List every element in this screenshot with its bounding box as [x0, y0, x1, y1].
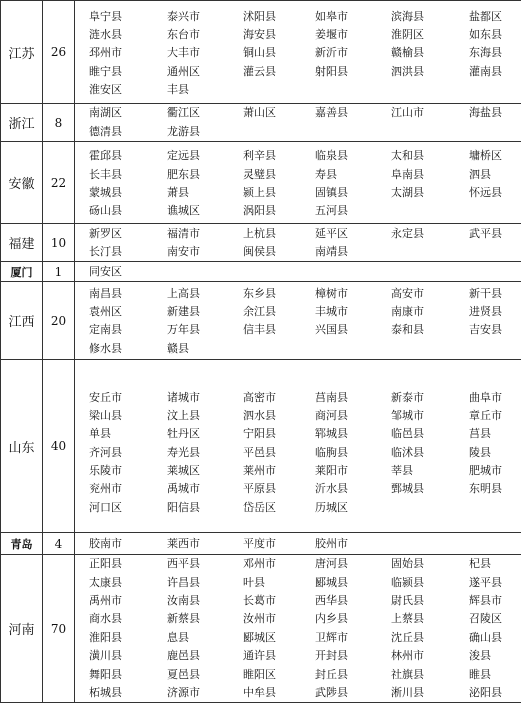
- county-name: 许昌县: [153, 574, 231, 592]
- county-name: 修水县: [75, 340, 153, 358]
- county-name: 尉氏县: [379, 592, 451, 610]
- county-name: 泗水县: [231, 407, 305, 425]
- county-name: 舞阳县: [75, 666, 153, 684]
- county-name: 武陟县: [305, 684, 379, 702]
- county-list-cell: [75, 224, 521, 262]
- county-count-cell: 40: [43, 360, 75, 533]
- county-grid: [75, 555, 521, 702]
- county-name: 莒县: [451, 425, 521, 443]
- table-row: [1, 533, 521, 555]
- county-name: 余江县: [231, 303, 305, 321]
- county-name: 召陵区: [451, 610, 521, 628]
- county-name: 南康市: [379, 303, 451, 321]
- county-name: 开封县: [305, 647, 379, 665]
- county-count-cell: 70: [43, 555, 75, 703]
- county-list-cell: [75, 104, 521, 142]
- county-name: 如东县: [451, 26, 521, 44]
- county-name: 胶州市: [305, 535, 379, 553]
- county-name: 上杭县: [231, 225, 305, 243]
- county-name: 临邑县: [379, 425, 451, 443]
- county-name: 临朐县: [305, 444, 379, 462]
- county-name: 武平县: [451, 225, 521, 243]
- county-name: 淮阳县: [75, 629, 153, 647]
- county-name: 上高县: [153, 285, 231, 303]
- county-name: 万年县: [153, 321, 231, 339]
- county-name: 郾城县: [305, 574, 379, 592]
- county-name: 阜南县: [379, 166, 451, 184]
- county-name: 太湖县: [379, 184, 451, 202]
- county-name: 定南县: [75, 321, 153, 339]
- county-name: 浚县: [451, 647, 521, 665]
- county-name: 鄄城县: [379, 480, 451, 498]
- county-name: 莱州市: [231, 462, 305, 480]
- county-name: 曲阜市: [451, 389, 521, 407]
- county-name: 砀山县: [75, 202, 153, 220]
- county-name: 灵璧县: [231, 166, 305, 184]
- county-name: 陵县: [451, 444, 521, 462]
- county-name: 嘉善县: [305, 104, 379, 122]
- county-name: 睢县: [451, 666, 521, 684]
- county-name: 寿光县: [153, 444, 231, 462]
- county-name: 平度市: [231, 535, 305, 553]
- county-name: 郾城区: [231, 629, 305, 647]
- county-name: 赣榆县: [379, 44, 451, 62]
- county-name: 章丘市: [451, 407, 521, 425]
- county-name: 平原县: [231, 480, 305, 498]
- county-name: 泰兴市: [153, 8, 231, 26]
- county-name: 长汀县: [75, 243, 153, 261]
- table-row: [1, 142, 521, 224]
- county-name: 高安市: [379, 285, 451, 303]
- county-name: 莱城区: [153, 462, 231, 480]
- county-name: 泌阳县: [451, 684, 521, 702]
- county-name: 西华县: [305, 592, 379, 610]
- county-name: 潢川县: [75, 647, 153, 665]
- county-name: 宁阳县: [231, 425, 305, 443]
- county-list-cell: [75, 142, 521, 224]
- county-grid: [75, 375, 521, 517]
- county-name: 灌南县: [451, 63, 521, 81]
- county-grid: [75, 4, 521, 99]
- county-name: 莘县: [379, 462, 451, 480]
- county-name: 上蔡县: [379, 610, 451, 628]
- county-name: 商水县: [75, 610, 153, 628]
- county-name: 肥东县: [153, 166, 231, 184]
- county-name: 邓州市: [231, 555, 305, 573]
- county-name: 柘城县: [75, 684, 153, 702]
- county-name: 齐河县: [75, 444, 153, 462]
- county-name: 历城区: [305, 499, 379, 517]
- county-name: 龙游县: [153, 123, 231, 141]
- county-name: 江山市: [379, 104, 451, 122]
- county-name: 肥城市: [451, 462, 521, 480]
- county-name: 吉安县: [451, 321, 521, 339]
- county-name: 杞县: [451, 555, 521, 573]
- county-name: 安丘市: [75, 389, 153, 407]
- county-name: 丰城市: [305, 303, 379, 321]
- county-name: 东台市: [153, 26, 231, 44]
- county-name: 泗洪县: [379, 63, 451, 81]
- county-name: 赣县: [153, 340, 231, 358]
- county-name: 东海县: [451, 44, 521, 62]
- county-count-cell: 8: [43, 104, 75, 142]
- county-name: 袁州区: [75, 303, 153, 321]
- county-name: 滨海县: [379, 8, 451, 26]
- county-name: 固镇县: [305, 184, 379, 202]
- county-name: 淮阴区: [379, 26, 451, 44]
- county-name: 萧山区: [231, 104, 305, 122]
- county-name: 唐河县: [305, 555, 379, 573]
- county-count-cell: 1: [43, 262, 75, 282]
- county-name: 定远县: [153, 147, 231, 165]
- county-name: 临颍县: [379, 574, 451, 592]
- county-name: 确山县: [451, 629, 521, 647]
- county-name: 阜宁县: [75, 8, 153, 26]
- county-name: 泗县: [451, 166, 521, 184]
- county-name: 霍邱县: [75, 147, 153, 165]
- county-name: 夏邑县: [153, 666, 231, 684]
- county-name: 牡丹区: [153, 425, 231, 443]
- county-name: 铜山县: [231, 44, 305, 62]
- province-cell: 厦门: [1, 262, 43, 282]
- county-name: 进贤县: [451, 303, 521, 321]
- county-name: 新罗区: [75, 225, 153, 243]
- province-cell: 青岛: [1, 533, 43, 555]
- table-row: [1, 555, 521, 703]
- county-name: 寿县: [305, 166, 379, 184]
- county-name: 商河县: [305, 407, 379, 425]
- county-name: 涡阳县: [231, 202, 305, 220]
- county-name: 汶上县: [153, 407, 231, 425]
- county-name: 单县: [75, 425, 153, 443]
- county-name: 临泉县: [305, 147, 379, 165]
- county-name: 莱西市: [153, 535, 231, 553]
- county-name: 辉县市: [451, 592, 521, 610]
- county-name: 衢江区: [153, 104, 231, 122]
- county-name: 汝州市: [231, 610, 305, 628]
- county-list-cell: [75, 262, 521, 282]
- county-name: 正阳县: [75, 555, 153, 573]
- table-row: [1, 104, 521, 142]
- county-name: 淅川县: [379, 684, 451, 702]
- county-name: 内乡县: [305, 610, 379, 628]
- county-name: 新蔡县: [153, 610, 231, 628]
- county-name: 叶县: [231, 574, 305, 592]
- county-name: 涟水县: [75, 26, 153, 44]
- county-list-cell: [75, 533, 521, 555]
- county-name: 邳州市: [75, 44, 153, 62]
- province-cell: 河南: [1, 555, 43, 703]
- county-name: 怀远县: [451, 184, 521, 202]
- county-grid: [75, 104, 521, 141]
- province-cell: 江西: [1, 282, 43, 360]
- county-name: 郓城县: [305, 425, 379, 443]
- county-name: 临沭县: [379, 444, 451, 462]
- province-cell: 安徽: [1, 142, 43, 224]
- county-name: 樟树市: [305, 285, 379, 303]
- county-name: 太和县: [379, 147, 451, 165]
- county-grid: [75, 145, 521, 221]
- county-name: 延平区: [305, 225, 379, 243]
- county-name: 姜堰市: [305, 26, 379, 44]
- table-row: [1, 1, 521, 104]
- county-name: 梁山县: [75, 407, 153, 425]
- county-name: 沂水县: [305, 480, 379, 498]
- county-list-cell: [75, 555, 521, 703]
- county-grid: [75, 534, 521, 553]
- county-name: 盐都区: [451, 8, 521, 26]
- county-name: 丰县: [153, 81, 231, 99]
- county-count-cell: 10: [43, 224, 75, 262]
- county-name: 社旗县: [379, 666, 451, 684]
- county-grid: [75, 283, 521, 358]
- county-name: 河口区: [75, 499, 153, 517]
- county-name: 东乡县: [231, 285, 305, 303]
- county-name: 萧县: [153, 184, 231, 202]
- county-name: 同安区: [75, 263, 153, 281]
- county-name: 海安县: [231, 26, 305, 44]
- county-count-cell: 26: [43, 1, 75, 104]
- county-name: 汝南县: [153, 592, 231, 610]
- county-name: 遂平县: [451, 574, 521, 592]
- county-grid: [75, 224, 521, 261]
- county-name: 莱阳市: [305, 462, 379, 480]
- county-name: 长葛市: [231, 592, 305, 610]
- county-name: 南湖区: [75, 104, 153, 122]
- county-name: 海盐县: [451, 104, 521, 122]
- county-name: 通州区: [153, 63, 231, 81]
- county-name: 禹城市: [153, 480, 231, 498]
- county-name: 睢宁县: [75, 63, 153, 81]
- county-name: 谯城区: [153, 202, 231, 220]
- county-name: 济源市: [153, 684, 231, 702]
- county-name: 胶南市: [75, 535, 153, 553]
- county-name: 灌云县: [231, 63, 305, 81]
- county-name: 信丰县: [231, 321, 305, 339]
- county-name: 南安市: [153, 243, 231, 261]
- county-name: 五河县: [305, 202, 379, 220]
- county-name: 如皋市: [305, 8, 379, 26]
- county-name: 射阳县: [305, 63, 379, 81]
- county-name: 南昌县: [75, 285, 153, 303]
- county-grid: [75, 262, 521, 281]
- county-name: 睢阳区: [231, 666, 305, 684]
- county-name: 固始县: [379, 555, 451, 573]
- table-row: [1, 262, 521, 282]
- county-name: 兴国县: [305, 321, 379, 339]
- county-name: 沭阳县: [231, 8, 305, 26]
- county-name: 大丰市: [153, 44, 231, 62]
- county-list-cell: [75, 282, 521, 360]
- county-name: 新泰市: [379, 389, 451, 407]
- county-name: 邹城市: [379, 407, 451, 425]
- county-name: 乐陵市: [75, 462, 153, 480]
- county-name: 高密市: [231, 389, 305, 407]
- county-name: 中牟县: [231, 684, 305, 702]
- county-name: 新干县: [451, 285, 521, 303]
- province-cell: 山东: [1, 360, 43, 533]
- county-name: 东明县: [451, 480, 521, 498]
- county-name: 沈丘县: [379, 629, 451, 647]
- county-count-cell: 4: [43, 533, 75, 555]
- county-name: 兖州市: [75, 480, 153, 498]
- county-name: 诸城市: [153, 389, 231, 407]
- county-name: 息县: [153, 629, 231, 647]
- county-name: 西平县: [153, 555, 231, 573]
- county-name: 泰和县: [379, 321, 451, 339]
- county-name: 长丰县: [75, 166, 153, 184]
- province-cell: 福建: [1, 224, 43, 262]
- county-name: 颍上县: [231, 184, 305, 202]
- county-name: 鹿邑县: [153, 647, 231, 665]
- county-list-cell: [75, 360, 521, 533]
- county-name: 禹州市: [75, 592, 153, 610]
- county-name: 卫辉市: [305, 629, 379, 647]
- county-name: 通许县: [231, 647, 305, 665]
- county-name: 阳信县: [153, 499, 231, 517]
- table-row: [1, 224, 521, 262]
- county-name: 墉桥区: [451, 147, 521, 165]
- county-name: 德清县: [75, 123, 153, 141]
- county-name: 福清市: [153, 225, 231, 243]
- county-name: 淮安区: [75, 81, 153, 99]
- county-name: 蒙城县: [75, 184, 153, 202]
- county-list-cell: [75, 1, 521, 104]
- county-name: 南靖县: [305, 243, 379, 261]
- county-name: 利辛县: [231, 147, 305, 165]
- county-name: 封丘县: [305, 666, 379, 684]
- province-cell: 江苏: [1, 1, 43, 104]
- county-name: 林州市: [379, 647, 451, 665]
- county-name: 新建县: [153, 303, 231, 321]
- county-name: 永定县: [379, 225, 451, 243]
- county-name: 平邑县: [231, 444, 305, 462]
- province-cell: 浙江: [1, 104, 43, 142]
- county-name: 太康县: [75, 574, 153, 592]
- county-count-cell: 22: [43, 142, 75, 224]
- table-row: [1, 360, 521, 533]
- county-name: 岱岳区: [231, 499, 305, 517]
- county-count-cell: 20: [43, 282, 75, 360]
- county-name: 新沂市: [305, 44, 379, 62]
- county-name: 闽侯县: [231, 243, 305, 261]
- table-row: [1, 282, 521, 360]
- county-name: 莒南县: [305, 389, 379, 407]
